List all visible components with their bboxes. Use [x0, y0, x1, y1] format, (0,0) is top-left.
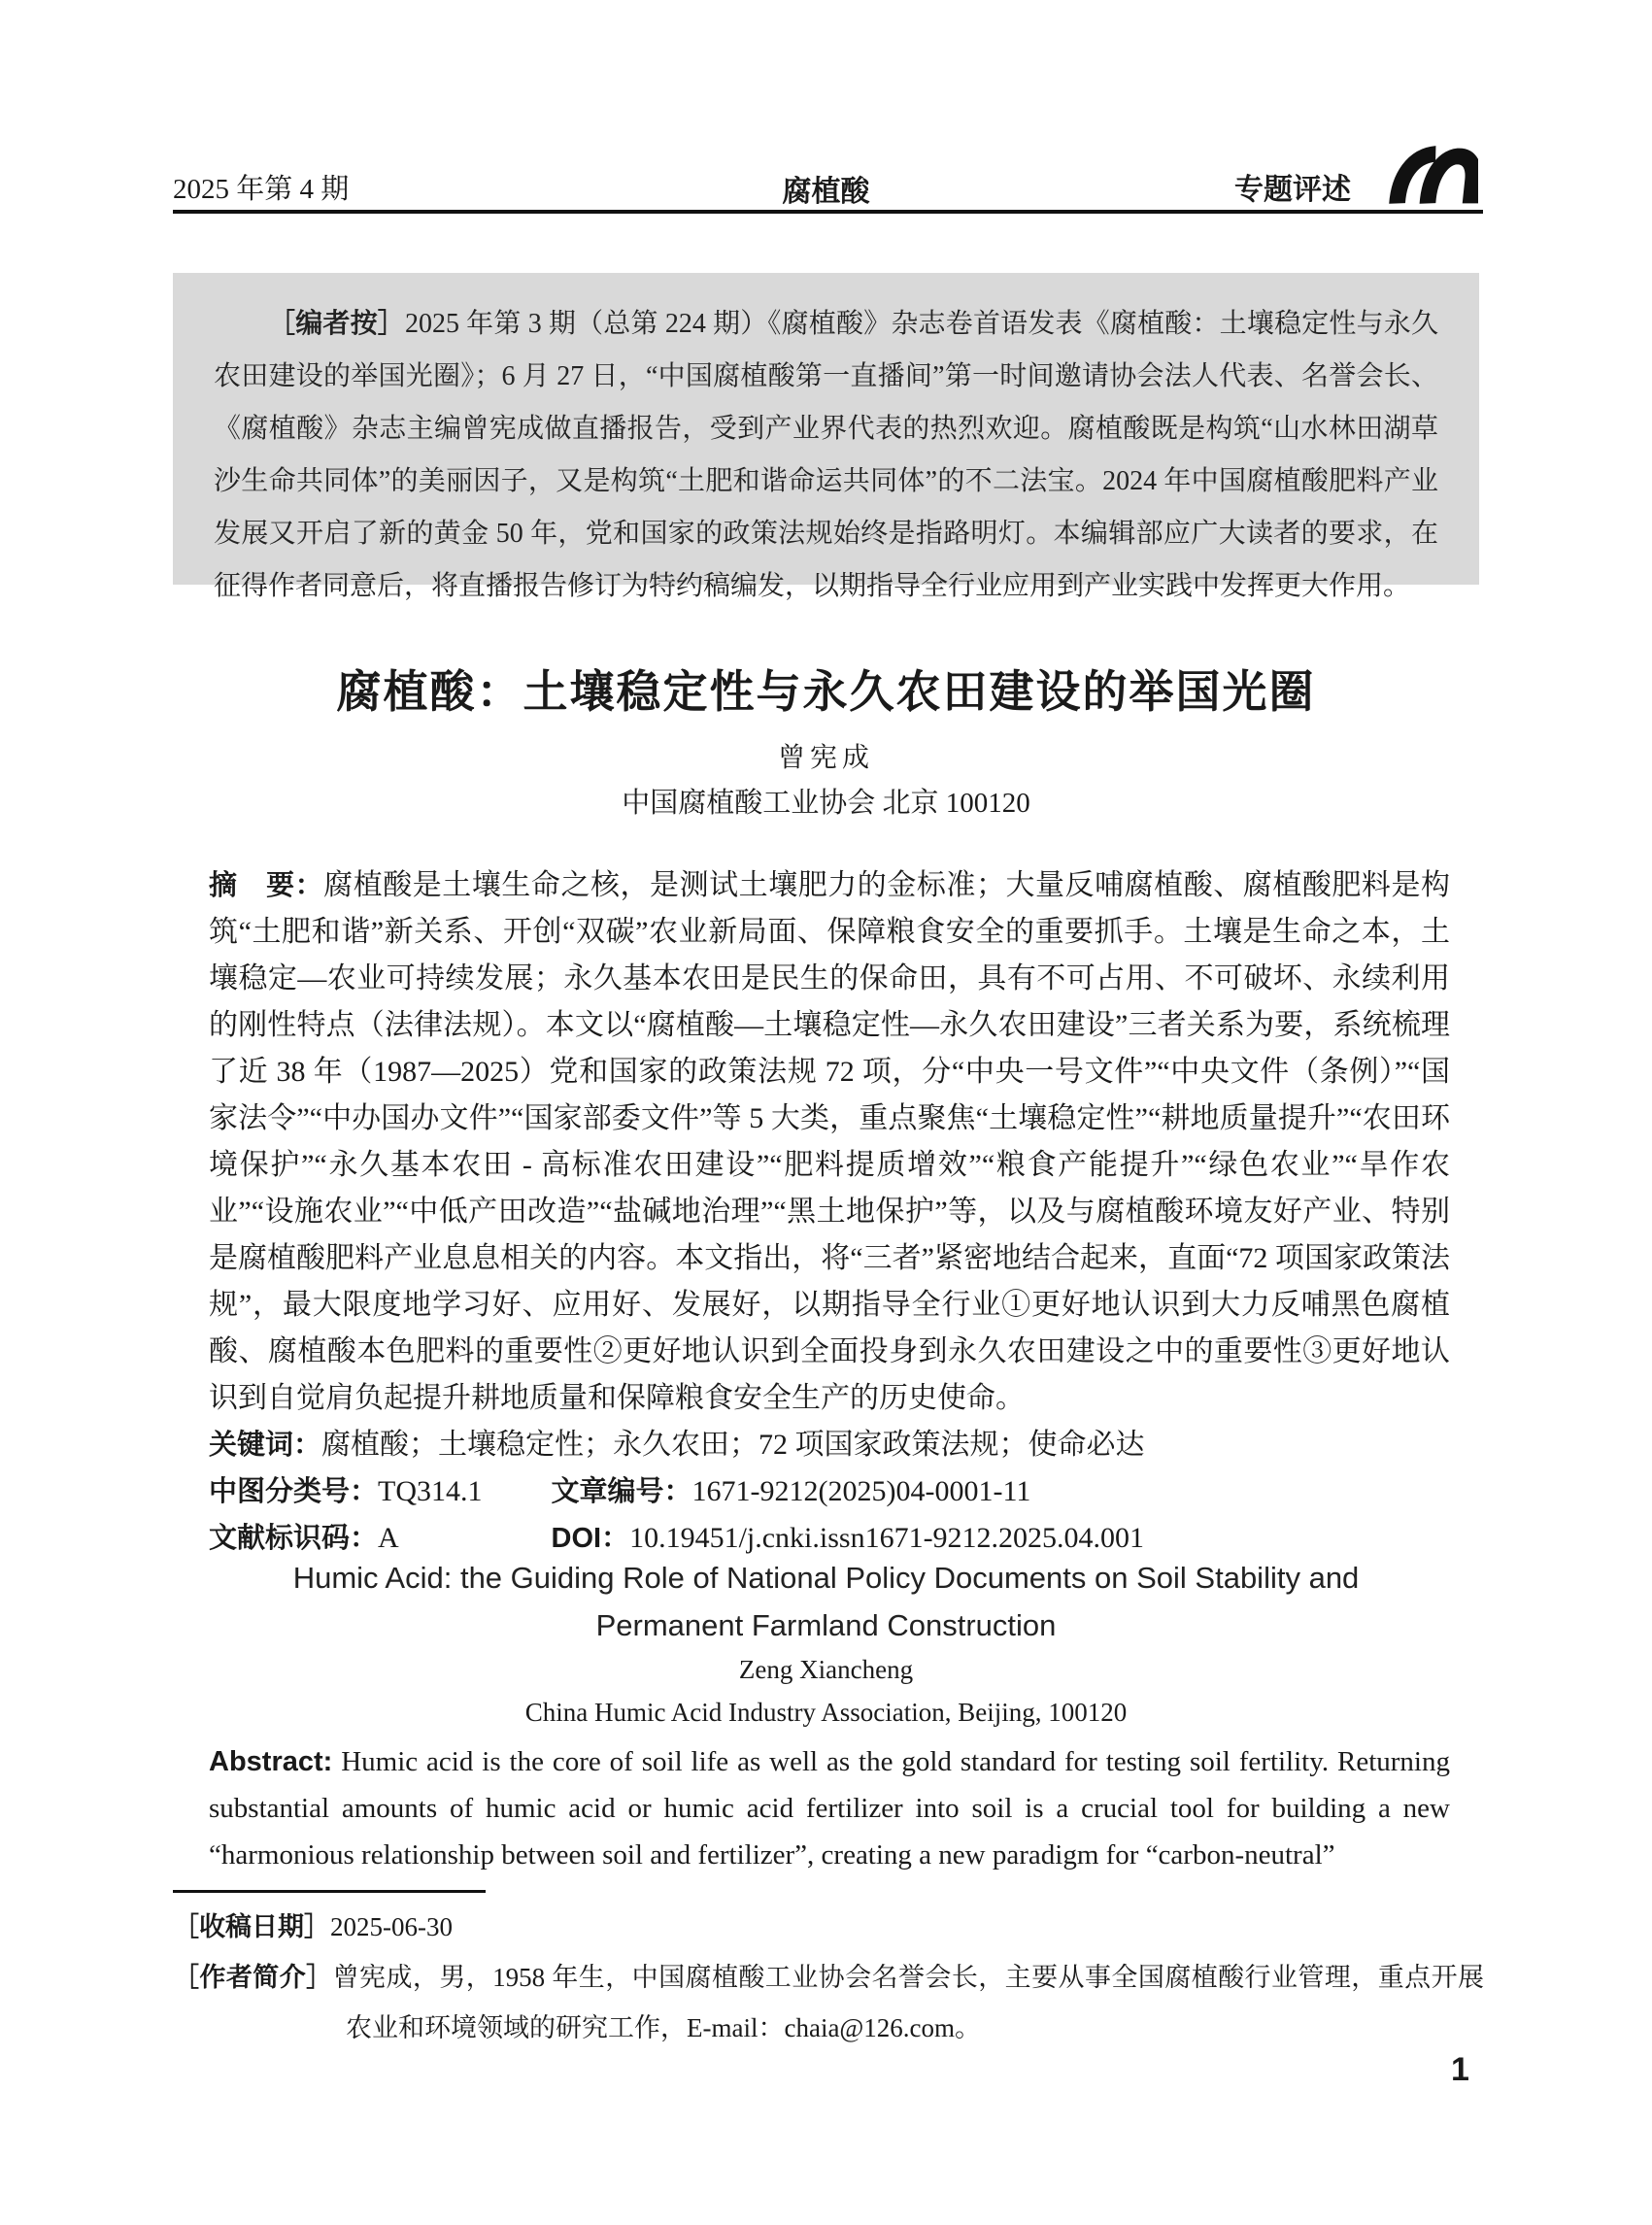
article-no-value: 1671-9212(2025)04-0001-11: [691, 1475, 1031, 1507]
article-title: 腐植酸：土壤稳定性与永久农田建设的举国光圈: [336, 666, 1316, 717]
header-issue: 2025 年第 4 期: [173, 174, 350, 205]
editor-note-text: [214, 298, 1438, 613]
received-date-value: 2025-06-30: [330, 1912, 453, 1941]
editor-note-box: [173, 273, 1479, 601]
keywords-label: 关键词：: [209, 1430, 322, 1461]
doi-label: DOI：: [551, 1523, 630, 1554]
english-abstract: [209, 1738, 1450, 1878]
clc-cell: [209, 1468, 544, 1515]
doc-code-label: 文献标识码：: [209, 1523, 379, 1554]
english-title: [0, 1554, 1652, 1649]
article-affiliation: 中国腐植酸工业协会 北京 100120: [622, 788, 1030, 819]
author-bio-text: 曾宪成，男，1958 年生，中国腐植酸工业协会名誉会长，主要从事全国腐植酸行业管理，重点开展农业和环境领域的研究工作，E-mail：chaia@126.com。: [332, 1963, 1485, 2042]
abstract-text: 腐植酸是土壤生命之核，是测试土壤肥力的金标准；大量反哺腐植酸、腐植酸肥料是构筑“土肥和谐”新关系、开创“双碳”农业新局面、保障粮食安全的重要抓手。土壤是生命之本，土壤稳定—农业可持续发展；永久基本农田是民生的保命田，具有不可占用、不可破坏、永续利用的刚性特点（法律法规）。本文以“腐植酸—土壤稳定性—永久农田建设”三者关系为要，系统梳理了近 38 年（1987—2025）党和国家的政策法规 72 项，分“中央一号文件”“中央文件（条例）”“国家法令”“中办国办文件”“国家部委文件”等 5 大类，重点聚焦“土壤稳定性”“耕地质量提升”“农田环境保护”“永久基本农田 - 高标准农田建设”“肥料提质增效”“粮食产能提升”“绿色农业”“旱作农业”“设施农业”“中低产田改造”“盐碱地治理”“黑土地保护”等，以及与腐植酸环境友好产业、特别是腐植酸肥料产业息息相关的内容。本文指出，将“三者”紧密地结合起来，直面“72 项国家政策法规”，最大限度地学习好、应用好、发展好，以期指导全行业①更好地认识到大力反哺黑色腐植酸、腐植酸本色肥料的重要性②更好地认识到全面投身到永久农田建设之中的重要性③更好地认识到自觉肩负起提升耕地质量和保障粮食安全生产的历史使命。: [209, 869, 1450, 1414]
header-column-name: 专题评述: [1234, 174, 1351, 206]
english-title-line2: Permanent Farmland Construction: [595, 1608, 1057, 1642]
clc-row: [209, 1468, 1450, 1515]
english-abstract-text: Humic acid is the core of soil life as well as the gold standard for testing soil fertility. Returning substantial amounts of humic acid or humic acid fertilizer into soil is a crucial tool for building a new “harmonious relationship between soil and fertilizer”, creating a new paradigm for “carbon-neutral”: [209, 1746, 1450, 1871]
article-no-label: 文章编号：: [551, 1476, 692, 1507]
english-affiliation: China Humic Acid Industry Association, Beijing, 100120: [524, 1698, 1128, 1727]
abstract-label: 摘 要：: [209, 870, 324, 901]
article-author: 曾宪成: [777, 743, 874, 773]
english-author: Zeng Xiancheng: [738, 1655, 914, 1684]
journal-logo-icon: [1383, 144, 1478, 208]
footnotes-block: [173, 1902, 1484, 2053]
abstract-paragraph: [209, 862, 1450, 1422]
english-abstract-label: Abstract:: [209, 1746, 333, 1777]
article-no-cell: [552, 1475, 1031, 1507]
editor-note-body: 2025 年第 3 期（总第 224 期）《腐植酸》杂志卷首语发表《腐植酸：土壤稳定性与永久农田建设的举国光圈》；6 月 27 日，“中国腐植酸第一直播间”第一时间邀请协会法人代表、名誉会长、《腐植酸》杂志主编曾宪成做直播报告，受到产业界代表的热烈欢迎。腐植酸既是构筑“山水林田湖草沙生命共同体”的美丽因子，又是构筑“土肥和谐命运共同体”的不二法宝。2024 年中国腐植酸肥料产业发展又开启了新的黄金 50 年，党和国家的政策法规始终是指路明灯。本编辑部应广大读者的要求，在征得作者同意后，将直播报告修订为特约稿编发，以期指导全行业应用到产业实践中发挥更大作用。: [214, 309, 1438, 601]
received-date-line: [173, 1902, 1484, 1952]
editor-note-label: ［编者按］: [268, 309, 405, 339]
clc-label: 中图分类号：: [209, 1476, 379, 1507]
chinese-abstract-block: [209, 862, 1450, 1562]
clc-value: TQ314.1: [378, 1475, 483, 1507]
keywords-line: [209, 1422, 1450, 1468]
received-date-label: ［收稿日期］: [173, 1912, 330, 1941]
header-journal-title: 腐植酸: [782, 176, 870, 208]
english-title-line1: Humic Acid: the Guiding Role of National Policy Documents on Soil Stability and: [292, 1561, 1360, 1595]
author-bio-label: ［作者简介］: [173, 1963, 333, 1992]
doi-value: 10.19451/j.cnki.issn1671-9212.2025.04.001: [629, 1522, 1145, 1554]
doc-code-value: A: [378, 1522, 399, 1554]
doi-cell: [552, 1522, 1145, 1554]
page-number: 1: [1451, 2051, 1469, 2088]
author-bio-line: [173, 1952, 1484, 2053]
footnote-rule: [173, 1890, 486, 1893]
keywords-text: 腐植酸；土壤稳定性；永久农田；72 项国家政策法规；使命必达: [321, 1429, 1145, 1461]
header-rule: [173, 210, 1483, 214]
